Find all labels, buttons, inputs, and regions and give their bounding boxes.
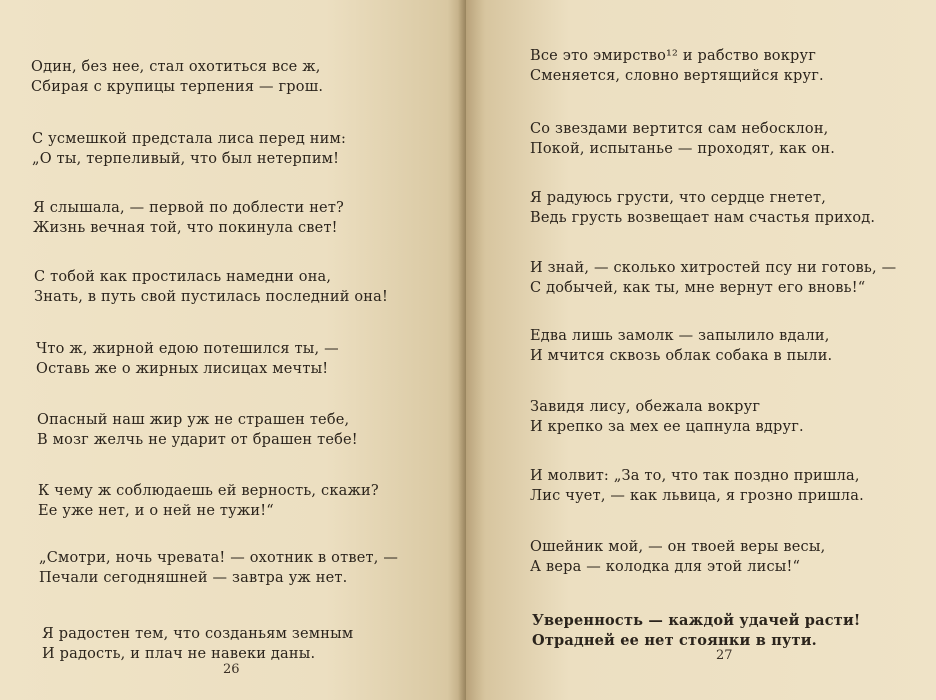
stanza-r6 [530,397,804,437]
stanza-r5 [530,326,832,366]
verse-line: А вера — колодка для этой лисы!“ [530,559,801,575]
verse-line: Печали сегодняшней — завтра уж нет. [39,570,348,586]
stanza-r3 [530,188,875,228]
verse-line: Я радостен тем, что созданьям земным [42,626,354,642]
verse-line: „О ты, терпеливый, что был нетерпим! [32,151,340,167]
verse-line: И знай, — сколько хитростей псу ни готовь, — [530,260,897,276]
stanza-r1 [530,46,824,86]
verse-line: Покой, испытанье — проходят, как он. [530,141,836,157]
verse-line: Ведь грусть возвещает нам счастья приход. [530,210,876,226]
verse-line: К чему ж соблюдаешь ей верность, скажи? [38,483,379,499]
verse-line: Один, без нее, стал охотиться все ж, [31,59,321,75]
verse-line: С тобой как простилась намедни она, [34,269,332,285]
verse-line: Знать, в путь свой пустилась последний она! [34,289,389,305]
verse-line: Я слышала, — первой по доблести нет? [33,200,345,216]
page-number: 27 [716,648,733,663]
verse-line: Сбирая с крупицы терпения — грош. [31,79,324,95]
right-page [466,0,936,700]
verse-line: Все это эмирство¹² и рабство вокруг [530,48,817,64]
verse-line: Ее уже нет, и о ней не тужи!“ [38,503,274,519]
page-number: 26 [223,662,240,677]
left-page [0,0,466,700]
stanza-l1 [31,57,323,97]
verse-line: Что ж, жирной едою потешился ты, — [36,341,339,357]
verse-line: Едва лишь замолк — запылило вдали, [530,328,830,344]
stanza-l6 [37,410,358,450]
stanza-l4 [34,267,388,307]
verse-line: И радость, и плач не навеки даны. [42,646,316,662]
verse-line: С усмешкой предстала лиса перед ним: [32,131,347,147]
stanza-l7 [38,481,379,521]
stanza-l8 [39,548,398,588]
stanza-r7 [530,466,864,506]
verse-line: И молвит: „За то, что так поздно пришла, [530,468,860,484]
stanza-r8 [530,537,825,577]
verse-line: С добычей, как ты, мне вернут его вновь!“ [530,280,866,296]
stanza-r4 [530,258,896,298]
stanza-r2 [530,119,835,159]
verse-line: В мозг желчь не ударит от брашен тебе! [37,432,358,448]
verse-line: Оставь же о жирных лисицах мечты! [36,361,329,377]
verse-line: Завидя лису, обежала вокруг [530,399,761,415]
verse-line: Со звездами вертится сам небосклон, [530,121,829,137]
verse-line: Ошейник мой, — он твоей веры весы, [530,539,826,555]
verse-line: И крепко за мех ее цапнула вдруг. [530,419,804,435]
verse-line: Опасный наш жир уж не страшен тебе, [37,412,350,428]
stanza-l2 [32,129,346,169]
verse-line: „Смотри, ночь чревата! — охотник в ответ, — [39,550,399,566]
verse-line: Жизнь вечная той, что покинула свет! [33,220,338,236]
verse-line: Я радуюсь грусти, что сердце гнетет, [530,190,827,206]
stanza-l9 [42,624,353,664]
verse-line: Сменяется, словно вертящийся круг. [530,68,824,84]
stanza-l3 [33,198,344,238]
verse-line: Уверенность — каждой удачей расти! [532,612,861,629]
verse-line: Лис чует, — как львица, я грозно пришла. [530,488,864,504]
stanza-r9 [532,611,860,651]
verse-line: И мчится сквозь облак собака в пыли. [530,348,833,364]
stanza-l5 [36,339,339,379]
verse-line: Отрадней ее нет стоянки в пути. [532,632,817,649]
